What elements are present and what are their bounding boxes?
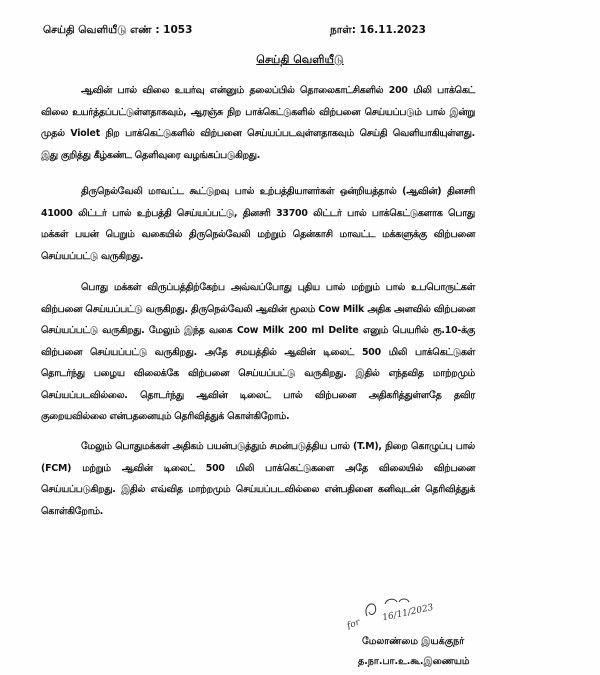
svg-text:16/11/2023: 16/11/2023 xyxy=(381,602,435,624)
document-title: செய்தி வெளியீடு xyxy=(256,53,344,66)
release-date: நாள்: 16.11.2023 xyxy=(330,24,426,36)
paragraph-3: பொது மக்கள் விருப்பத்திற்கேற்ப அவ்வப்போது புதிய பால் மற்றும் பால் உபபொருட்கள் விற்பனை செய்யப்பட்டு வருகிறது. திருநெல்வேலி ஆவின் மூலம் Cow Milk அதிக அளவில் விற்பனை செய்யப்பட்டு வருகிறது. மேலும் இந்த வகை Cow Milk 200 ml Delite எனும் பெயரில் ரூ.10-க்கு விற்பனை செய்யப்பட்டு வருகிறது. அதே சமயத்தில் ஆவின் டிலைட் 500 மிலி பாக்கெட்டுகள் தொடர்ந்து பழைய விலைக்கே விற்பனை செய்யப்பட்டு வருகிறது. இதில் எந்தவித மாற்றமும் செய்யப்படவில்லை. தொடர்ந்து ஆவின் டிலைட் பால் விற்பனை அதிகரித்துள்ளதே தவிர குறையவில்லை என்பதனையும் தெரிவித்துக் கொள்கிறோம். xyxy=(41,282,475,423)
signatory-designation: மேலாண்மை இயக்குநர் xyxy=(362,636,465,647)
paragraph-1: ஆவின் பால் விலை உயர்வு என்னும் தலைப்பில் தொலைகாட்சிகளில் 200 மிலி பாக்கெட் விலை உயர்த்தப்பட்டுள்ளதாகவும், ஆரஞ்சு நிற பாக்கெட்டுகளில் விற்பனை செய்யப்படும் பால் இன்று முதல் Violet நிற பாக்கெட்டுகளில் விற்பனை செய்யப்படவுள்ளதாகவும் செய்தி வெளியாகியுள்ளது. இது குறித்து கீழ்கண்ட தெளிவுரை வழங்கப்படுகிறது. xyxy=(41,85,475,161)
signatory-organization: த.நா.பா.உ.கூ.இணையம் xyxy=(358,656,470,667)
handwritten-signature xyxy=(345,590,465,630)
paragraph-4: மேலும் பொதுமக்கள் அதிகம் பயன்படுத்தும் சமன்படுத்திய பால் (T.M), நிறை கொழுப்பு பால் (FCM) மற்றும் ஆவின் டிலைட் 500 மிலி பாக்கெட்டுகளை அதே விலையில் விற்பனை செய்யப்படுகிறது. இதில் எவ்வித மாற்றமும் செய்யப்படவில்லை என்பதினை கனிவுடன் தெரிவித்துக் கொள்கிறோம். xyxy=(41,441,475,517)
signature-scribble-icon xyxy=(345,590,465,630)
svg-text:for: for xyxy=(345,617,362,630)
paragraph-2: திருநெல்வேலி மாவட்ட கூட்டுறவு பால் உற்பத்தியாளர்கள் ஒன்றியத்தால் (ஆவின்) தினசரி 41000 லிட்டர் பால் உற்பத்தி செய்யப்பட்டு, தினசரி 33700 லிட்டர் பால் பாக்கெட்டுகளாக பொது மக்கள் பயன் பெறும் வகையில் திருநெல்வேலி மற்றும் தென்காசி மாவட்ட மக்களுக்கு விற்பனை செய்யப்பட்டு வருகிறது. xyxy=(41,186,475,262)
release-number: செய்தி வெளியீடு எண் : 1053 xyxy=(43,24,193,36)
